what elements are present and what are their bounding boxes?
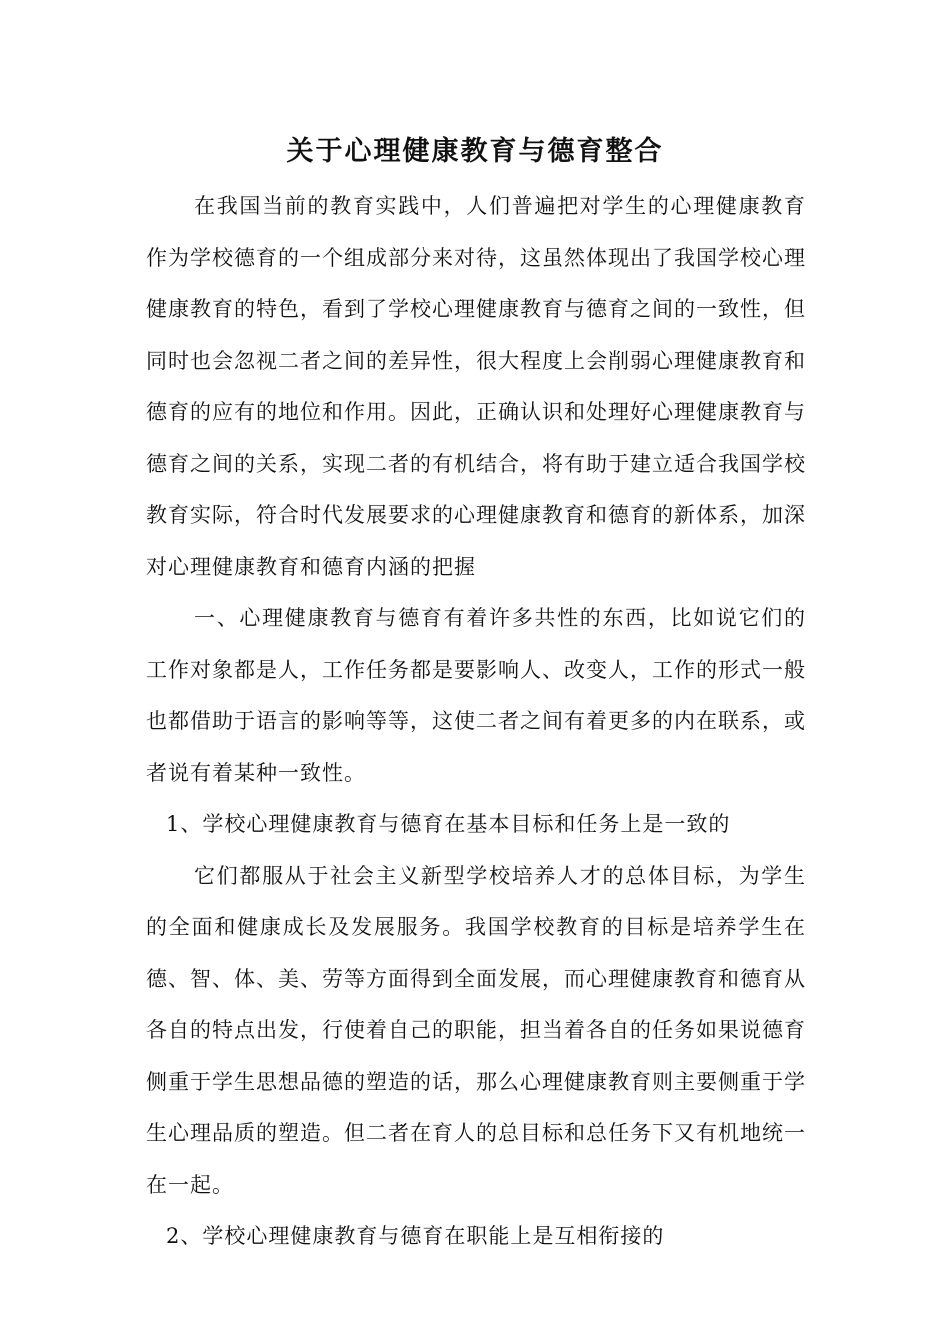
subheading-two: 2、学校心理健康教育与德育在职能上是互相衔接的 [166, 1224, 665, 1248]
paragraph-goals: 它们都服从于社会主义新型学校培养人才的总体目标，为学生的全面和健康成长及发展服务。我国学校教育的目标是培养学生在德、智、体、美、劳等方面得到全面发展，而心理健康教育和德育从各自的特点出发，行使着自己的职能，担当着各自的任务如果说德育侧重于学生思想品德的塑造的话，那么心理健康教育则主要侧重于学生心理品质的塑造。但二者在育人的总目标和总任务下又有机地统一在一起。 [146, 863, 806, 1197]
subheading-one: 1、学校心理健康教育与德育在基本目标和任务上是一致的 [166, 812, 731, 836]
document-body [146, 181, 806, 1263]
document-title: 关于心理健康教育与德育整合 [286, 136, 664, 167]
paragraph-section-one: 一、心理健康教育与德育有着许多共性的东西，比如说它们的工作对象都是人，工作任务都是要影响人、改变人，工作的形式一般也都借助于语言的影响等等，这使二者之间有着更多的内在联系，或者说有着某种一致性。 [146, 606, 806, 785]
paragraph-intro: 在我国当前的教育实践中，人们普遍把对学生的心理健康教育作为学校德育的一个组成部分来对待，这虽然体现出了我国学校心理健康教育的特色，看到了学校心理健康教育与德育之间的一致性，但同时也会忽视二者之间的差异性，很大程度上会削弱心理健康教育和德育的应有的地位和作用。因此，正确认识和处理好心理健康教育与德育之间的关系，实现二者的有机结合，将有助于建立适合我国学校教育实际，符合时代发展要求的心理健康教育和德育的新体系，加深对心理健康教育和德育内涵的把握 [146, 194, 806, 579]
